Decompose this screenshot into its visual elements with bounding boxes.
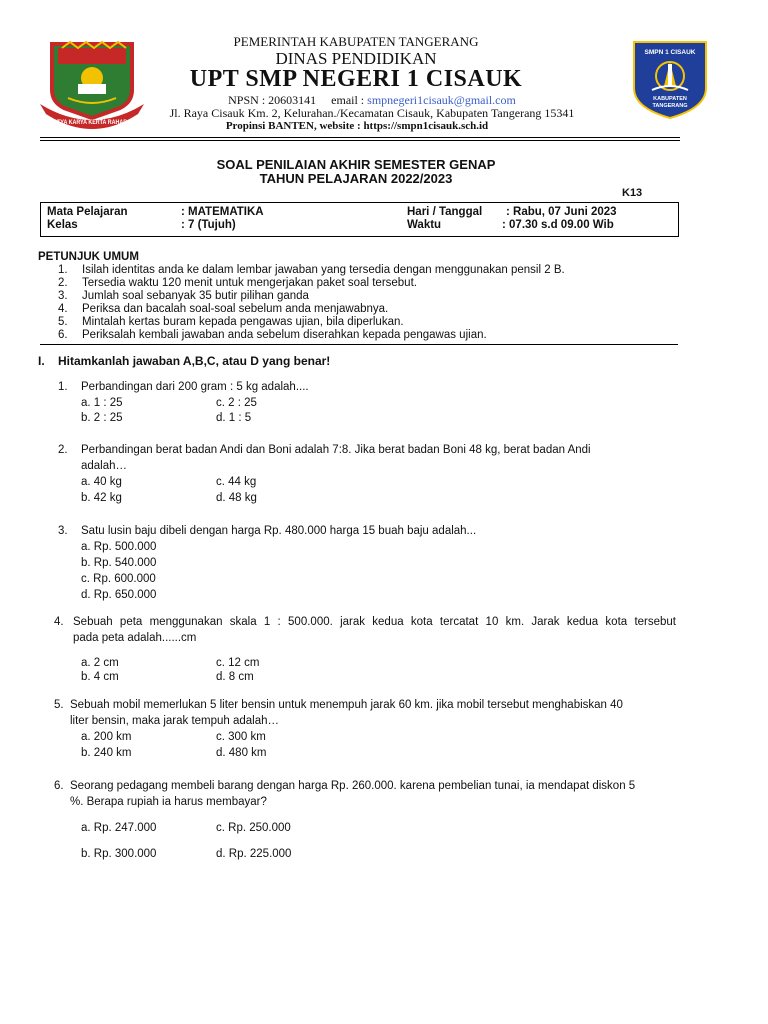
option-d: d. Rp. 650.000 — [81, 589, 157, 601]
question-text-continued: pada peta adalah......cm — [73, 632, 197, 644]
option-c: c. 2 : 25 — [216, 397, 257, 409]
instructions-title: PETUNJUK UMUM — [38, 251, 139, 263]
right-logo-top-text: SMPN 1 CISAUK — [644, 49, 696, 56]
class-label: Kelas — [47, 219, 78, 231]
curriculum-badge: K13 — [622, 187, 643, 199]
option-b: b. Rp. 300.000 — [81, 848, 157, 860]
option-c: c. 12 cm — [216, 657, 260, 669]
header-divider-thin — [40, 140, 680, 141]
option-d: d. 8 cm — [216, 671, 254, 683]
class-value: : 7 (Tujuh) — [181, 219, 236, 231]
time-value: : 07.30 s.d 09.00 Wib — [502, 219, 614, 231]
section-number: I. — [38, 354, 45, 368]
header-divider — [40, 137, 680, 138]
question-number: 6. — [54, 780, 64, 792]
option-a: a. 40 kg — [81, 476, 122, 488]
question-text: Sebuah mobil memerlukan 5 liter bensin untuk menempuh jarak 60 km. jika mobil tersebut menghabiskan 40 — [70, 699, 623, 711]
option-b: b. 2 : 25 — [81, 412, 123, 424]
exam-year: TAHUN PELAJARAN 2022/2023 — [259, 171, 453, 186]
instruction-item: 3. Jumlah soal sebanyak 35 butir pilihan ganda — [58, 290, 309, 302]
option-c: c. Rp. 250.000 — [216, 822, 291, 834]
instruction-item: 4. Periksa dan bacalah soal-soal sebelum anda menjawabnya. — [58, 303, 389, 315]
question-number: 1. — [58, 381, 68, 393]
header-address: Jl. Raya Cisauk Km. 2, Kelurahan./Kecamatan Cisauk, Kabupaten Tangerang 15341 — [169, 106, 575, 120]
option-b: b. 42 kg — [81, 492, 122, 504]
header-department: DINAS PENDIDIKAN — [275, 49, 437, 68]
question-text: Seorang pedagang membeli barang dengan harga Rp. 260.000. karena pembelian tunai, ia mendapat diskon 5 — [70, 780, 636, 792]
left-logo-motto: SATYA KARYA KERTA RAHARJA — [50, 119, 135, 126]
option-a: a. 1 : 25 — [81, 397, 123, 409]
npsn-text: NPSN : 20603141 — [228, 93, 317, 107]
option-d: d. 1 : 5 — [216, 412, 252, 424]
option-b: b. 240 km — [81, 747, 132, 759]
question-number: 5. — [54, 699, 64, 711]
header-school-name: UPT SMP NEGERI 1 CISAUK — [189, 66, 523, 92]
option-c: c. 44 kg — [216, 476, 257, 488]
header-government: PEMERINTAH KABUPATEN TANGERANG — [233, 34, 479, 49]
option-d: d. 480 km — [216, 747, 267, 759]
question-number: 2. — [58, 444, 68, 456]
option-a: a. Rp. 247.000 — [81, 822, 157, 834]
question-text: Perbandingan berat badan Andi dan Boni adalah 7:8. Jika berat badan Boni 48 kg, berat badan Andi — [81, 444, 591, 456]
day-label: Hari / Tanggal — [407, 206, 483, 218]
option-b: b. Rp. 540.000 — [81, 557, 157, 569]
instruction-item: 1. Isilah identitas anda ke dalam lembar jawaban yang tersedia dengan menggunakan pensil 2 B. — [58, 264, 565, 276]
header-province-website: Propinsi BANTEN, website : https://smpn1cisauk.sch.id — [225, 120, 489, 132]
email-label: email : — [331, 93, 365, 107]
day-value: : Rabu, 07 Juni 2023 — [506, 206, 617, 218]
section-title: Hitamkanlah jawaban A,B,C, atau D yang benar! — [58, 354, 331, 368]
right-logo-bottom-text-2: TANGERANG — [652, 103, 688, 109]
time-label: Waktu — [407, 219, 442, 231]
option-d: d. Rp. 225.000 — [216, 848, 292, 860]
option-c: c. Rp. 600.000 — [81, 573, 156, 585]
question-text: Sebuah peta menggunakan skala 1 : 500.000. jarak kedua kota tercatat 10 km. Jarak kedua kota tersebut — [73, 616, 676, 628]
option-a: a. 2 cm — [81, 657, 119, 669]
instructions-divider — [40, 344, 678, 345]
option-d: d. 48 kg — [216, 492, 257, 504]
subject-value: : MATEMATIKA — [181, 206, 264, 218]
option-b: b. 4 cm — [81, 671, 119, 683]
instruction-item: 6. Periksalah kembali jawaban anda sebelum diserahkan kepada pengawas ujian. — [58, 329, 487, 341]
question-number: 3. — [58, 525, 68, 537]
exam-title: SOAL PENILAIAN AKHIR SEMESTER GENAP — [216, 157, 496, 172]
right-logo-bottom-text-1: KABUPATEN — [653, 96, 687, 102]
question-text-continued: liter bensin, maka jarak tempuh adalah… — [70, 715, 280, 727]
option-a: a. 200 km — [81, 731, 132, 743]
subject-label: Mata Pelajaran — [47, 206, 128, 218]
question-text-continued: adalah… — [81, 460, 128, 472]
option-a: a. Rp. 500.000 — [81, 541, 157, 553]
question-number: 4. — [54, 616, 64, 628]
option-c: c. 300 km — [216, 731, 266, 743]
question-text-continued: %. Berapa rupiah ia harus membayar? — [70, 796, 267, 808]
question-text: Satu lusin baju dibeli dengan harga Rp. 480.000 harga 15 buah baju adalah... — [81, 525, 477, 537]
instruction-item: 2. Tersedia waktu 120 menit untuk mengerjakan paket soal tersebut. — [58, 277, 417, 289]
instruction-item: 5. Mintalah kertas buram kepada pengawas ujian, bila diperlukan. — [58, 316, 404, 328]
email-link[interactable]: smpnegeri1cisauk@gmail.com — [367, 93, 516, 107]
question-text: Perbandingan dari 200 gram : 5 kg adalah.... — [81, 381, 309, 393]
